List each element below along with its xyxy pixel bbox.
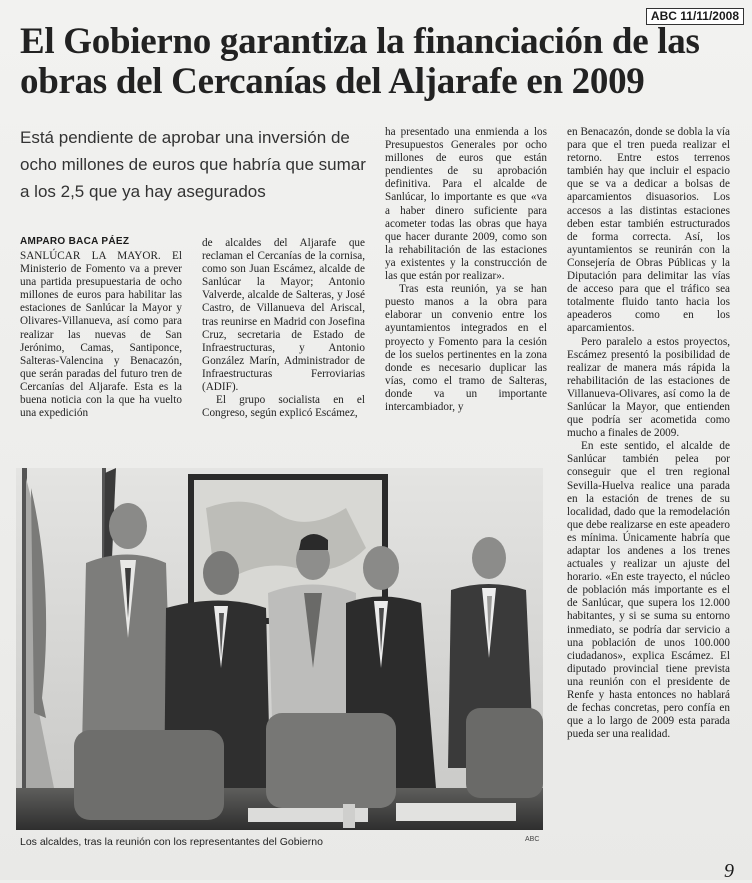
deck-subtitle: Está pendiente de aprobar una inversión de ocho millones de euros que habría que sumar a los 2,5 que ya hay asegurados bbox=[20, 128, 366, 201]
paragraph: en Benacazón, donde se dobla la vía para que el tren pueda realizar el retorno. Entre estos terrenos también hay que incluir el espacio que se va a dedicar a bolsas de aparcamientos disuasorios. Los accesos a las distintas estaciones deben estar también estructurados de forma correcta. Así, los ayuntamientos se reunirán con la Consejería de Obras Públicas y la Diputación para delimitar las vías de acceso para que el tráfico sea totalmente fluido tanto hacia los apeaderos como en los aparcamientos. bbox=[567, 126, 730, 335]
paragraph: Pero paralelo a estos proyectos, Escámez presentó la posibilidad de realizar de manera más rápida la rehabilitación de las estaciones de Villanueva-Olivares, así como la de Sanlúcar la Mayor, que entienden que podría ser acometida como mucho a finales de 2009. bbox=[567, 335, 730, 440]
papers bbox=[396, 803, 516, 821]
paragraph: En este sentido, el alcalde de Sanlúcar también pelea por conseguir que el tren regional Sevilla-Huelva realice una parada en la estación de trenes de su localidad, dado que la remodelación que debe realizarse en este apeadero es mínima. Únicamente habría que adaptar los andenes a los trenes actuales y realizar un ajuste del horario. «En este trayecto, el núcleo de población más importante es el de Sanlúcar, que supera los 12.000 habitantes, y si se suma su entorno inmediato, se podría dar servicio a una población de unos 100.000 ciudadanos», explica Escámez. El diputado provincial tiene prevista una reunión con el presidente de Renfe y hasta entonces no hablará de fechas concretas, pero confía en que a lo largo de 2009 esta parada pueda ser una realidad. bbox=[567, 440, 730, 741]
chair bbox=[466, 708, 543, 798]
paragraph: de alcaldes del Aljarafe que reclaman el Cercanías de la cornisa, como son Juan Escámez, alcalde de Sanlúcar la Mayor; Antonio Valverde, alcalde de Salteras, y José Castro, de Villanueva del Ariscal, tras reunirse en Madrid con Josefina Cruz, secretaria de Estado de Infraestructuras, y Antonio González Marín, Administrador de Infraestructuras Ferroviarias (ADIF). bbox=[202, 237, 365, 394]
water-bottle bbox=[343, 804, 355, 828]
headline: El Gobierno garantiza la financiación de las obras del Cercanías del Aljarafe en 2009 bbox=[20, 21, 700, 102]
paragraph: Tras esta reunión, ya se han puesto manos a la obra para elaborar un convenio entre los ayuntamientos integrados en el proyecto y Fomento para la cesión de los suelos pertinentes en la zona donde es necesario duplicar las vías, como el tramo de Salteras, donde va un importante intercambiador, y bbox=[385, 283, 547, 413]
paragraph: El grupo socialista en el Congreso, según explicó Escámez, bbox=[202, 394, 365, 420]
article-column-3 bbox=[385, 126, 547, 414]
chair bbox=[74, 730, 224, 820]
page-number: 9 bbox=[724, 860, 734, 882]
photo-caption: Los alcaldes, tras la reunión con los representantes del Gobierno bbox=[20, 836, 323, 848]
paragraph: ha presentado una enmienda a los Presupuestos Generales por ocho millones de euros que están pendientes de su aprobación definitiva. Para el alcalde de Sanlúcar, lo importante es que «va a haber dinero suficiente para acometer todas las obras que haya que hacer durante 2009, como son la rehabilitación de las estaciones ya existentes y la construcción de las que están por realizar». bbox=[385, 126, 547, 283]
paragraph: SANLÚCAR LA MAYOR. El Ministerio de Fomento va a prever una partida presupuestaria de ocho millones de euros para habilitar las estaciones de Sanlúcar la Mayor y Olivares-Villanueva, así como para realizar las nuevas de San Jerónimo, Camas, Santiponce, Salteras-Valencina y Benacazón, que serán paradas del futuro tren de Cercanías del Aljarafe. Esta es la buena noticia con la que ha vuelto una expedición bbox=[20, 250, 182, 420]
photo-credit: ABC bbox=[525, 836, 540, 843]
article-column-4 bbox=[567, 126, 730, 856]
news-photo bbox=[16, 468, 543, 830]
byline: AMPARO BACA PÁEZ bbox=[20, 236, 130, 247]
date-stamp: ABC 11/11/2008 bbox=[646, 8, 744, 25]
photo-illustration bbox=[16, 468, 543, 830]
article-column-2 bbox=[202, 237, 365, 420]
chair bbox=[266, 713, 396, 808]
article-column-1 bbox=[20, 250, 182, 420]
